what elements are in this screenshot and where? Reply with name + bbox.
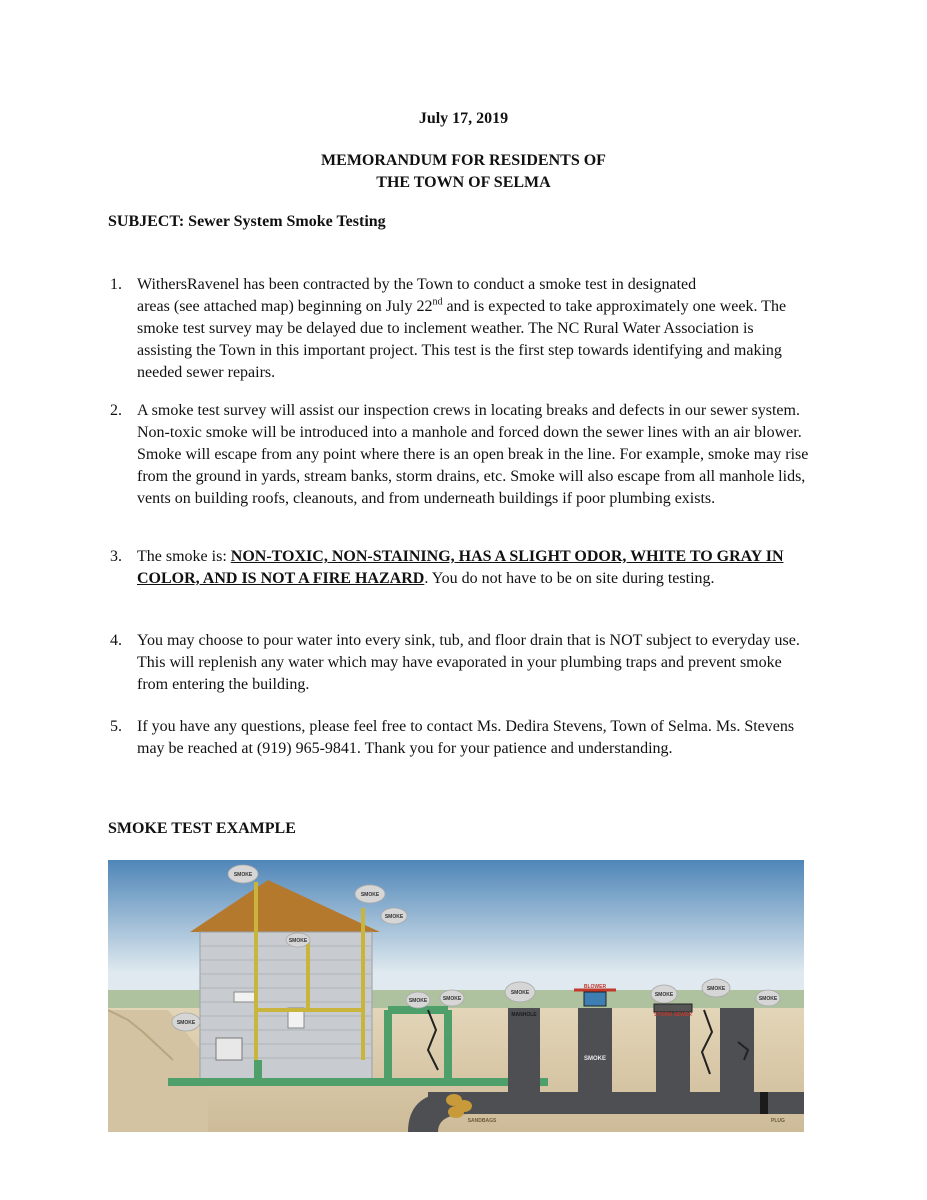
item-3-emphasis: NON-TOXIC, NON-STAINING, HAS A SLIGHT ODOR, WHITE TO GRAY IN COLOR, AND IS NOT A FIRE HAZARD: [137, 548, 784, 587]
list-item-4: [110, 630, 810, 696]
smoke-label: SMOKE: [360, 892, 380, 898]
item-text: If you have any questions, please feel free to contact Ms. Dedira Stevens, Town of Selma. Ms. Stevens may be reached at (919) 965-9841. Thank you for your patience and understanding.: [137, 718, 795, 757]
smoke-label: SMOKE: [654, 992, 674, 998]
smoke-label: SMOKE: [288, 938, 308, 944]
memo-heading: [0, 150, 927, 194]
storm-grate: [654, 1004, 692, 1012]
memo-heading-line1: MEMORANDUM FOR RESIDENTS OF: [321, 152, 606, 169]
smoke-label: SMOKE: [510, 990, 530, 996]
smoke-label: SMOKE: [442, 996, 462, 1002]
list-item-3: [110, 546, 810, 590]
list-item-2: [110, 400, 810, 510]
ordinal-suffix: nd: [432, 296, 443, 308]
item-text: [137, 546, 810, 590]
memo-date: July 17, 2019: [418, 110, 509, 127]
water-heater: [216, 1038, 242, 1060]
item-1-rest: one week. The smoke test survey may be delayed due to inclement weather. The NC Rural Water Association is assisting the Town in this important project. This test is the first step towards identifying and making needed sewer repairs.: [137, 298, 787, 381]
list-item-5: [110, 716, 810, 760]
storm-sewer-label: STORM SEWER: [654, 1012, 692, 1018]
plug-label: PLUG: [771, 1118, 785, 1124]
plug: [760, 1092, 768, 1114]
smoke-label: SMOKE: [758, 996, 778, 1002]
item-1-line2a: areas (see attached map) beginning on July 22: [137, 298, 433, 315]
item-number: 2.: [110, 402, 122, 419]
example-title: SMOKE TEST EXAMPLE: [108, 820, 296, 837]
item-number: 5.: [110, 718, 122, 735]
smoke-label: SMOKE: [176, 1020, 196, 1026]
smoke-label: SMOKE: [233, 872, 253, 878]
smoke-label: SMOKE: [706, 986, 726, 992]
subject-line: SUBJECT: Sewer System Smoke Testing: [108, 213, 386, 230]
blower-label: BLOWER: [583, 984, 607, 990]
item-text: A smoke test survey will assist our inspection crews in locating breaks and defects in our sewer system. Non-toxic smoke will be introduced into a manhole and forced down the sewer lines with an air blower. Smoke will escape from any point where there is an open break in the line. For example, smoke may rise from the ground in yards, stream banks, storm drains, etc. Smoke will also escape from all manhole lids, vents on building roofs, cleanouts, and from underneath buildings if poor plumbing exists.: [137, 402, 809, 507]
item-number: 1.: [110, 276, 122, 293]
sink: [234, 992, 256, 1002]
item-3-pre: The smoke is:: [137, 548, 231, 565]
blower-unit: [584, 992, 606, 1006]
smoke-label: SMOKE: [384, 914, 404, 920]
smoke-label: SMOKE: [408, 998, 428, 1004]
item-1-line1: WithersRavenel has been contracted by the Town to conduct a smoke test in designated: [137, 276, 697, 293]
item-text: [137, 274, 810, 384]
sandbags-label: SANDBAGS: [467, 1118, 497, 1124]
memo-heading-line2: THE TOWN OF SELMA: [376, 174, 551, 191]
list-item-1: [110, 274, 810, 384]
item-number: 3.: [110, 548, 122, 565]
item-1-line2b: and is expected to take approximately: [442, 298, 689, 315]
smoke-label: SMOKE: [583, 1056, 607, 1062]
manhole-label: MANHOLE: [511, 1012, 537, 1018]
smoke-test-illustration: [108, 860, 804, 1132]
item-3-post: . You do not have to be on site during testing.: [424, 570, 715, 587]
item-text: You may choose to pour water into every sink, tub, and floor drain that is NOT subject to everyday use. This will replenish any water which may have evaporated in your plumbing traps and prevent smoke from entering the building.: [137, 632, 800, 693]
item-number: 4.: [110, 632, 122, 649]
